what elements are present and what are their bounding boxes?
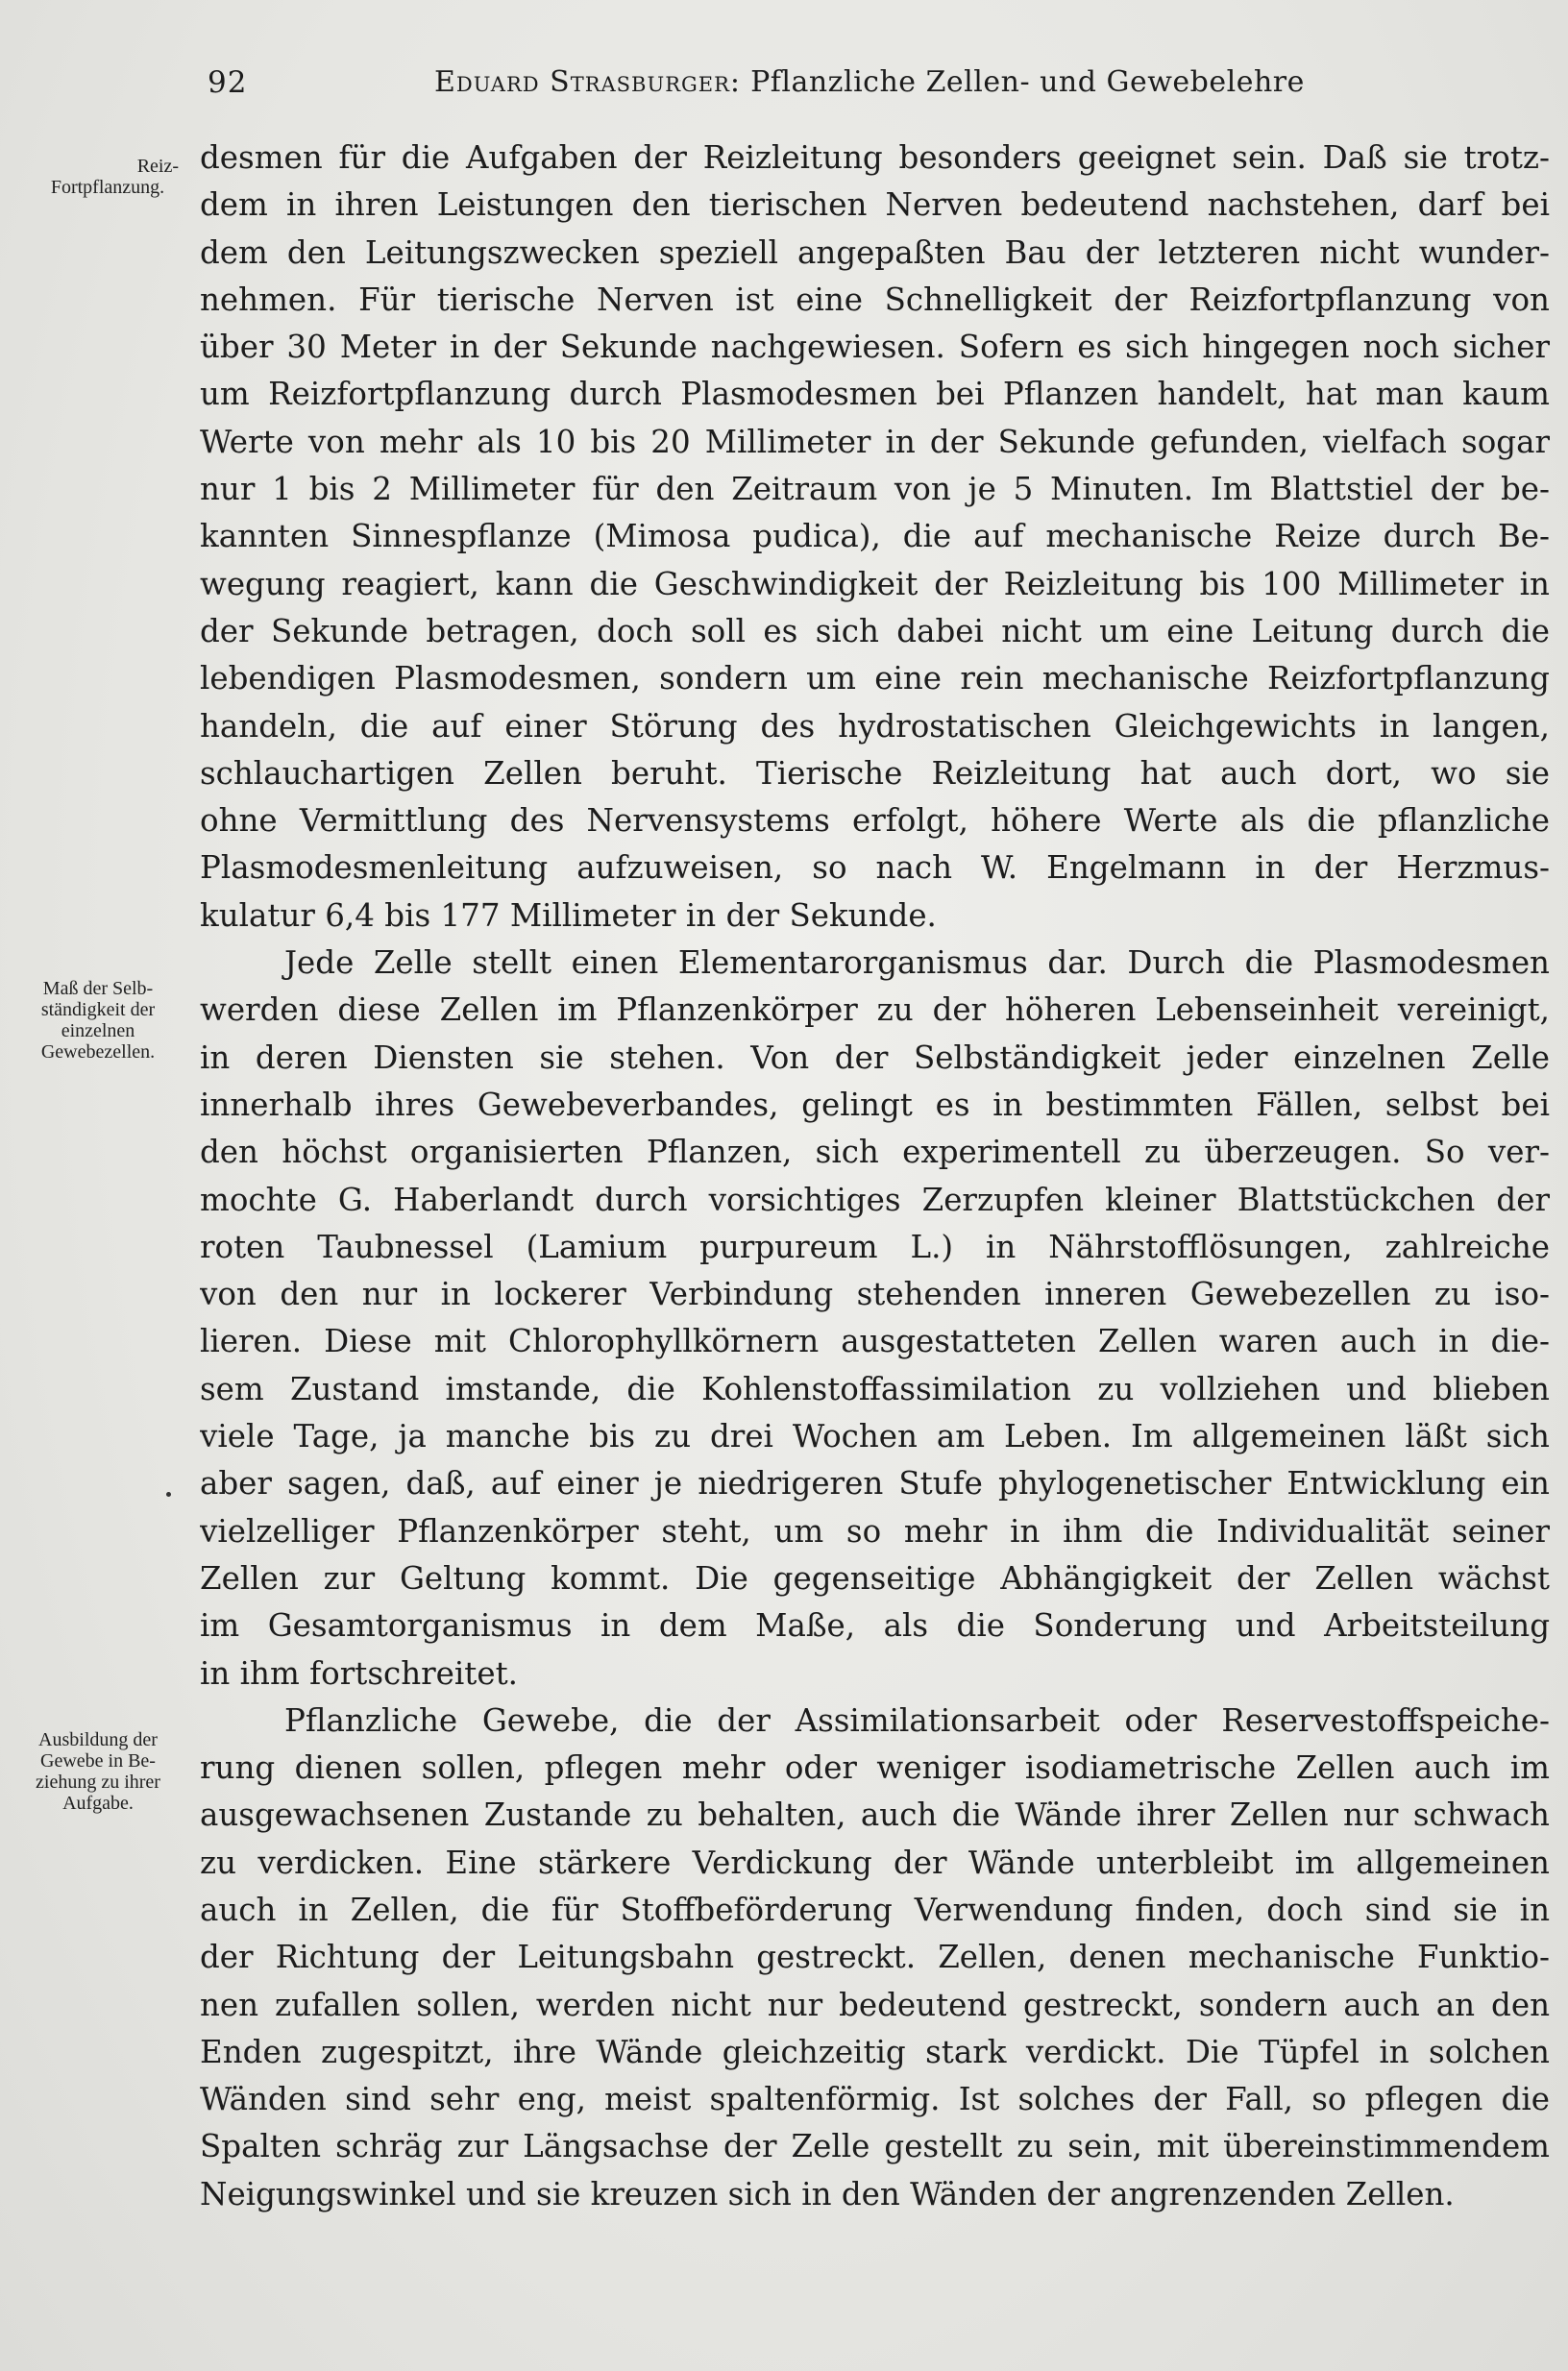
text-line: lebendigen Plasmodesmen, sondern um eine rein mechanische Reizfortpflanzung xyxy=(200,660,1550,697)
margin-note-line: Fortpflanzung. xyxy=(50,177,165,198)
text-line: roten Taubnessel (Lamium purpureum L.) in Nährstofflösungen, zahlreiche xyxy=(200,1228,1550,1265)
body-text xyxy=(200,134,1550,2218)
text-line: Werte von mehr als 10 bis 20 Millimeter in der Sekunde gefunden, vielfach sogar xyxy=(200,423,1550,460)
text-line: vielzelliger Pflanzenkörper steht, um so mehr in ihm die Individualität seiner xyxy=(200,1512,1550,1550)
text-line: nur 1 bis 2 Millimeter für den Zeitraum von je 5 Minuten. Im Blattstiel der be- xyxy=(200,471,1550,508)
text-line: den höchst organisierten Pflanzen, sich experimentell zu überzeugen. So ver- xyxy=(200,1134,1550,1171)
margin-note-line: Maß der Selb- xyxy=(42,978,154,999)
margin-note-ausbildung xyxy=(4,1729,192,1814)
text-line: Jede Zelle stellt einen Elementarorganismus dar. Durch die Plasmodesmen xyxy=(284,944,1550,982)
text-line: werden diese Zellen im Pflanzenkörper zu der höheren Lebenseinheit vereinigt, xyxy=(200,991,1550,1029)
margin-note-line: einzelnen xyxy=(61,1020,135,1041)
margin-note-line: Aufgabe. xyxy=(62,1793,134,1814)
text-line: der Sekunde betragen, doch soll es sich dabei nicht um eine Leitung durch die xyxy=(200,612,1550,649)
text-line: zu verdicken. Eine stärkere Verdickung der Wände unterbleibt im allgemeinen xyxy=(200,1844,1550,1881)
text-line: dem den Leitungszwecken speziell angepaßten Bau der letzteren nicht wunder- xyxy=(200,233,1550,271)
text-line: ausgewachsenen Zustande zu behalten, auch die Wände ihrer Zellen nur schwach xyxy=(200,1797,1550,1834)
text-line: nen zufallen sollen, werden nicht nur bedeutend gestreckt, sondern auch an den xyxy=(200,1986,1550,2023)
running-head xyxy=(434,65,1305,99)
text-line: Plasmodesmenleitung aufzuweisen, so nach W. Engelmann in der Herzmus- xyxy=(200,849,1550,887)
text-line: Pflanzliche Gewebe, die der Assimilationsarbeit oder Reservestoffspeiche- xyxy=(284,1701,1550,1739)
running-header xyxy=(0,60,1568,108)
margin-note-line: Ausbildung der xyxy=(38,1729,158,1750)
text-line: über 30 Meter in der Sekunde nachgewiesen. Sofern es sich hingegen noch sicher xyxy=(200,329,1550,366)
page-number: 92 xyxy=(208,65,248,100)
text-line: nehmen. Für tierische Nerven ist eine Schnelligkeit der Reizfortpflanzung von xyxy=(200,281,1550,318)
text-line: sem Zustand imstande, die Kohlenstoffassimilation zu vollziehen und blieben xyxy=(200,1370,1550,1407)
text-line: rung dienen sollen, pflegen mehr oder weniger isodiametrische Zellen auch im xyxy=(200,1749,1550,1787)
margin-note-reizfortpflanzung xyxy=(27,156,188,198)
text-line: Wänden sind sehr eng, meist spaltenförmig. Ist solches der Fall, so pflegen die xyxy=(200,2081,1550,2118)
text-line: lieren. Diese mit Chlorophyllkörnern ausgestatteten Zellen waren auch in die- xyxy=(200,1323,1550,1360)
book-title: Pflanzliche Zellen- und Gewebelehre xyxy=(750,65,1305,99)
text-line: auch in Zellen, die für Stoffbeförderung Verwendung finden, doch sind sie in xyxy=(200,1891,1550,1928)
text-line: viele Tage, ja manche bis zu drei Wochen am Leben. Im allgemeinen läßt sich xyxy=(200,1418,1550,1455)
text-line: Zellen zur Geltung kommt. Die gegenseitige Abhängigkeit der Zellen wächst xyxy=(200,1559,1550,1597)
margin-note-line: ständigkeit der xyxy=(40,999,156,1020)
text-line: Spalten schräg zur Längsachse der Zelle gestellt zu sein, mit übereinstimmendem xyxy=(200,2128,1550,2165)
text-line: der Richtung der Leitungsbahn gestreckt. Zellen, denen mechanische Funktio- xyxy=(200,1939,1550,1976)
text-line: in ihm fortschreitet. xyxy=(200,1654,518,1692)
text-line: handeln, die auf einer Störung des hydrostatischen Gleichgewichts in langen, xyxy=(200,707,1550,745)
margin-note-line: ziehung zu ihrer xyxy=(36,1772,160,1793)
margin-note-line: Gewebe in Be- xyxy=(40,1750,156,1772)
margin-note-line: Gewebezellen. xyxy=(40,1041,156,1063)
text-line: im Gesamtorganismus in dem Maße, als die Sonderung und Arbeitsteilung xyxy=(200,1607,1550,1645)
text-line: dem in ihren Leistungen den tierischen Nerven bedeutend nachstehen, darf bei xyxy=(200,186,1550,224)
text-line: kannten Sinnespflanze (Mimosa pudica), die auf mechanische Reize durch Be- xyxy=(200,518,1550,555)
stray-mark xyxy=(166,1492,171,1497)
author-name: Eduard Strasburger: xyxy=(434,65,742,99)
text-line: desmen für die Aufgaben der Reizleitung besonders geeignet sein. Daß sie trotz- xyxy=(200,139,1550,176)
text-line: in deren Diensten sie stehen. Von der Selbständigkeit jeder einzelnen Zelle xyxy=(200,1039,1550,1076)
text-line: mochte G. Haberlandt durch vorsichtiges Zerzupfen kleiner Blattstückchen der xyxy=(200,1181,1550,1218)
margin-note-line: Reiz- xyxy=(136,156,179,177)
text-line: ohne Vermittlung des Nervensystems erfolgt, höhere Werte als die pflanzliche xyxy=(200,802,1550,840)
text-line: Neigungswinkel und sie kreuzen sich in den Wänden der angrenzenden Zellen. xyxy=(200,2175,1455,2212)
text-line: von den nur in lockerer Verbindung stehenden inneren Gewebezellen zu iso- xyxy=(200,1276,1550,1313)
text-line: wegung reagiert, kann die Geschwindigkeit der Reizleitung bis 100 Millimeter in xyxy=(200,565,1550,602)
text-line: aber sagen, daß, auf einer je niedrigeren Stufe phylogenetischer Entwicklung ein xyxy=(200,1465,1550,1503)
text-line: kulatur 6,4 bis 177 Millimeter in der Sekunde. xyxy=(200,896,937,934)
text-line: schlauchartigen Zellen beruht. Tierische Reizleitung hat auch dort, wo sie xyxy=(200,754,1550,792)
text-line: um Reizfortpflanzung durch Plasmodesmen bei Pflanzen handelt, hat man kaum xyxy=(200,376,1550,413)
text-line: Enden zugespitzt, ihre Wände gleichzeitig stark verdickt. Die Tüpfel in solchen xyxy=(200,2033,1550,2070)
margin-note-selbstaendigkeit xyxy=(4,978,192,1063)
text-line: innerhalb ihres Gewebeverbandes, gelingt es in bestimmten Fällen, selbst bei xyxy=(200,1086,1550,1123)
